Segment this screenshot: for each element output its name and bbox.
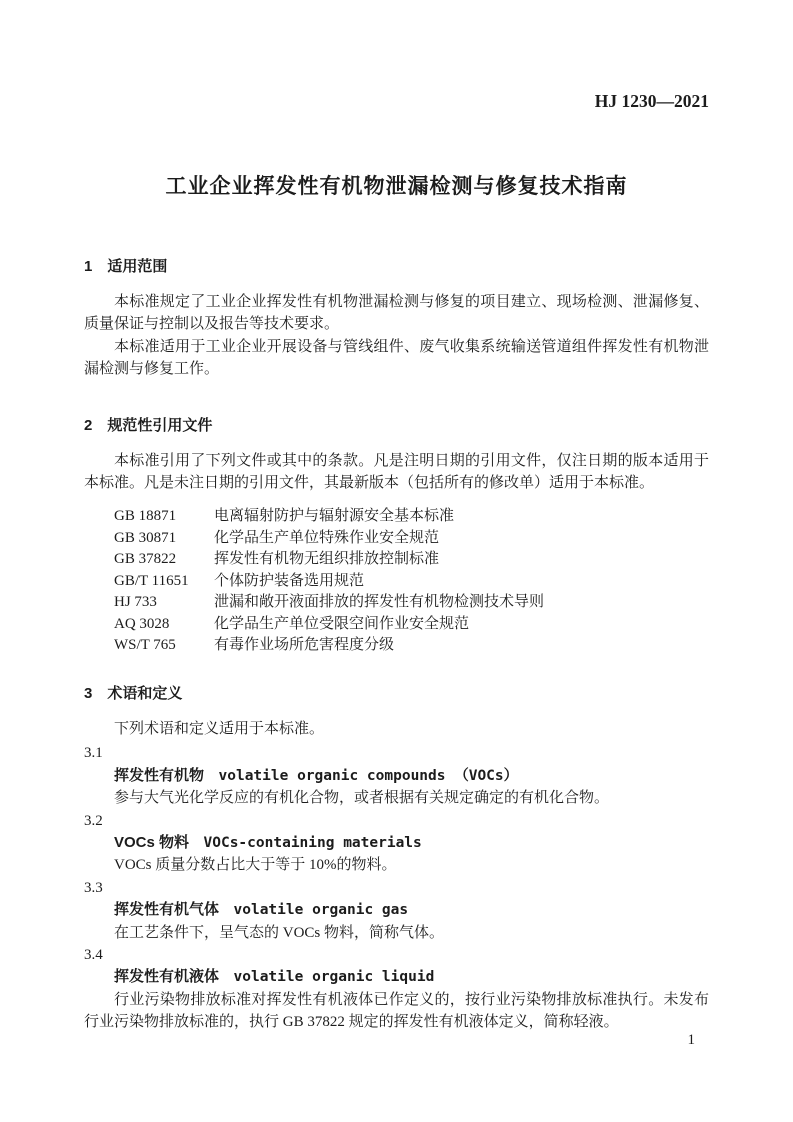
reference-code: HJ 733: [114, 594, 157, 611]
reference-item: [114, 549, 709, 571]
term-block: [84, 944, 709, 1034]
term-heading: [84, 899, 709, 921]
reference-title: 化学品生产单位特殊作业安全规范: [214, 529, 440, 546]
term-definition: 在工艺条件下，呈气态的 VOCs 物料，简称气体。: [114, 924, 445, 941]
section-3-number: 3: [84, 684, 93, 702]
term-name-en: volatile organic gas: [233, 902, 409, 919]
section-3-heading: [84, 683, 709, 704]
reference-item: [114, 571, 709, 593]
section-1-number: 1: [84, 258, 93, 275]
section-1-paragraph: 本标准适用于工业企业开展设备与管线组件、废气收集系统输送管道组件挥发性有机物泄漏检测与修复工作。: [84, 338, 709, 378]
term-number: 3.3: [84, 879, 103, 896]
term-block: [84, 877, 709, 944]
reference-item: [114, 506, 709, 528]
section-1-heading: [84, 256, 709, 277]
term-heading: [84, 832, 709, 854]
reference-title: 有毒作业场所危害程度分级: [214, 637, 395, 654]
reference-item: [114, 614, 709, 636]
section-1-title: 适用范围: [107, 258, 168, 275]
reference-item: [114, 635, 709, 657]
term-block: [84, 810, 709, 877]
term-number: 3.1: [84, 745, 103, 762]
term-number: 3.2: [84, 812, 103, 829]
reference-item: [114, 592, 709, 614]
reference-code: AQ 3028: [114, 615, 170, 632]
term-name-zh: 挥发性有机液体: [114, 968, 220, 986]
term-block: [84, 742, 709, 809]
section-2-heading: [84, 415, 709, 436]
section-2-title: 规范性引用文件: [107, 416, 213, 434]
reference-code: GB 30871: [114, 529, 177, 546]
term-definition: 参与大气光化学反应的有机化合物，或者根据有关规定确定的有机化合物。: [114, 790, 610, 807]
term-definition: 行业污染物排放标准对挥发性有机液体已作定义的，按行业污染物排放标准执行。未发布行业污染物排放标准的，执行 GB 37822 规定的挥发性有机液体定义，简称轻液。: [84, 991, 709, 1031]
term-name-zh: VOCs 物料: [114, 833, 190, 851]
reference-title: 电离辐射防护与辐射源安全基本标准: [214, 508, 455, 525]
term-heading: [84, 765, 709, 787]
section-1-paragraph: 本标准规定了工业企业挥发性有机物泄漏检测与修复的项目建立、现场检测、泄漏修复、质量保证与控制以及报告等技术要求。: [84, 294, 709, 333]
page-number: 1: [687, 1032, 695, 1048]
reference-code: GB 37822: [114, 551, 177, 568]
reference-title: 化学品生产单位受限空间作业安全规范: [214, 615, 470, 632]
reference-code: GB/T 11651: [114, 572, 189, 589]
reference-title: 泄漏和敞开液面排放的挥发性有机物检测技术导则: [214, 594, 545, 611]
terms-list: [84, 742, 709, 1033]
term-name-en: VOCs-containing materials: [203, 834, 422, 851]
term-name-en: volatile organic liquid: [233, 969, 435, 986]
document-title: 工业企业挥发性有机物泄漏检测与修复技术指南: [165, 175, 628, 198]
section-2-number: 2: [84, 416, 93, 434]
term-definition: VOCs 质量分数占比大于等于 10%的物料。: [114, 857, 397, 874]
term-name-en: volatile organic compounds （VOCs）: [218, 767, 519, 784]
doc-code: HJ 1230—2021: [594, 91, 709, 111]
section-3-title: 术语和定义: [107, 684, 183, 702]
section-3-intro: 下列术语和定义适用于本标准。: [114, 720, 325, 737]
reference-item: [114, 528, 709, 550]
term-name-zh: 挥发性有机气体: [114, 901, 220, 919]
reference-title: 挥发性有机物无组织排放控制标准: [214, 551, 440, 568]
section-2-intro: 本标准引用了下列文件或其中的条款。凡是注明日期的引用文件，仅注日期的版本适用于本标准。凡是未注日期的引用文件，其最新版本（包括所有的修改单）适用于本标准。: [84, 452, 709, 492]
reference-code: GB 18871: [114, 508, 177, 525]
term-number: 3.4: [84, 947, 103, 963]
term-heading: [84, 966, 709, 988]
reference-title: 个体防护装备选用规范: [214, 572, 365, 589]
term-name-zh: 挥发性有机物: [114, 766, 205, 784]
reference-code: WS/T 765: [114, 637, 176, 654]
references-list: [84, 506, 709, 657]
